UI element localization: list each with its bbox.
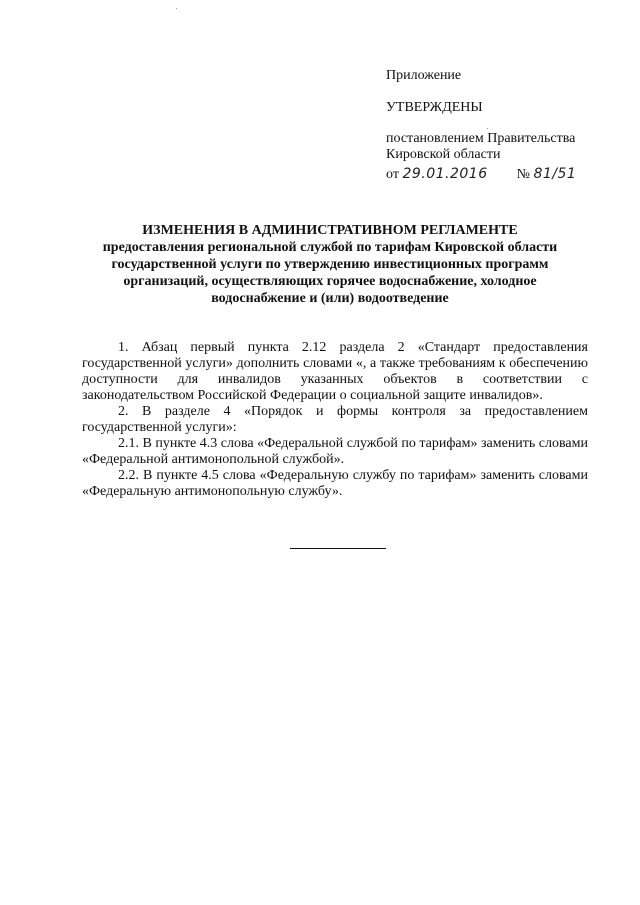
scan-speck xyxy=(487,128,488,129)
date-prefix: от xyxy=(386,167,399,182)
paragraph-1: 1. Абзац первый пункта 2.12 раздела 2 «Стандарт предоставления государственной услуги» дополнить словами «, а также требованиям к обеспечению доступности для инвалидов указанных объектов в соответствии с законодательством Российской Федерации о социальной защите инвалидов». xyxy=(82,340,588,403)
paragraph-2-2: 2.2. В пункте 4.5 слова «Федеральную службу по тарифам» заменить словами «Федеральную антимонопольную службу». xyxy=(82,468,588,499)
handwritten-number: 81/51 xyxy=(533,166,577,182)
number-prefix: № xyxy=(516,167,530,182)
document-title: ИЗМЕНЕНИЯ В АДМИНИСТРАТИВНОМ РЕГЛАМЕНТЕ xyxy=(142,223,518,238)
region-line: Кировской области xyxy=(386,147,501,162)
decree-line: постановлением Правительства xyxy=(386,131,576,146)
document-subtitle: предоставления региональной службой по тарифам Кировской области государственной услуги по утверждению инвестиционных программ организаций, осуществляющих горячее водоснабжение, холодное водоснабжение и (или) водоотведение xyxy=(102,240,558,306)
handwritten-date: 29.01.2016 xyxy=(402,166,488,182)
scan-speck xyxy=(176,8,177,9)
appendix-label: Приложение xyxy=(386,68,462,83)
paragraph-2: 2. В разделе 4 «Порядок и формы контроля за предоставлением государственной услуги»: xyxy=(82,404,588,435)
document-body xyxy=(82,340,588,500)
paragraph-2-1: 2.1. В пункте 4.3 слова «Федеральной службой по тарифам» заменить словами «Федеральной антимонопольной службой». xyxy=(82,436,588,467)
approved-label: УТВЕРЖДЕНЫ xyxy=(386,100,483,115)
date-number-line xyxy=(386,166,626,183)
closing-rule xyxy=(290,548,386,549)
